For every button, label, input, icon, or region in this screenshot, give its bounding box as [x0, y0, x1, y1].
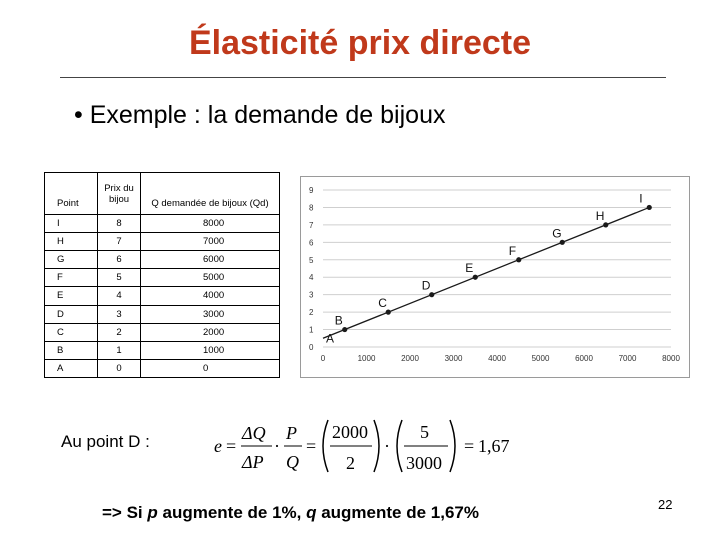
cell-quantity: 1000: [141, 341, 280, 359]
cell-price: 0: [98, 359, 141, 377]
cell-price: 5: [98, 269, 141, 287]
elasticity-formula: [212, 416, 532, 476]
x-tick-label: 2000: [401, 354, 419, 363]
formula-numerator-1: 2000: [332, 422, 368, 442]
formula-e: e: [214, 436, 222, 456]
cell-point: D: [45, 305, 98, 323]
formula-numerator-2: 5: [420, 422, 429, 442]
demand-table: [44, 172, 280, 378]
point-label-d: D: [421, 278, 431, 293]
formula-q: Q: [286, 452, 299, 472]
cell-price: 7: [98, 233, 141, 251]
formula-result: 1,67: [478, 436, 510, 456]
data-point-g: [560, 240, 565, 245]
data-point-c: [386, 310, 391, 315]
table-row: [45, 251, 280, 269]
conclusion-p: p: [147, 503, 158, 522]
table-body: [45, 215, 280, 378]
x-tick-label: 8000: [662, 354, 680, 363]
cell-price: 3: [98, 305, 141, 323]
point-label-g: G: [552, 226, 562, 241]
table-row: [45, 215, 280, 233]
slide-title: Élasticité prix directe: [188, 24, 532, 62]
cell-point: F: [45, 269, 98, 287]
cell-price: 8: [98, 215, 141, 233]
point-label-e: E: [465, 261, 474, 276]
y-tick-label: 1: [309, 325, 314, 335]
cell-quantity: 8000: [141, 215, 280, 233]
formula-dot-2: ·: [384, 436, 390, 456]
formula-equals-3: =: [464, 436, 475, 456]
cell-quantity: 7000: [141, 233, 280, 251]
cell-quantity: 3000: [141, 305, 280, 323]
formula-paren-open-1: [323, 420, 328, 472]
x-tick-label: 6000: [575, 354, 593, 363]
y-tick-label: 5: [309, 255, 314, 265]
cell-quantity: 5000: [141, 269, 280, 287]
title-divider: [60, 77, 666, 78]
table-header-row: [45, 173, 280, 215]
demand-chart-svg: [301, 177, 689, 377]
table-row: [45, 287, 280, 305]
cell-point: A: [45, 359, 98, 377]
formula-paren-close-1: [374, 420, 379, 472]
header-point: Point: [45, 173, 98, 215]
point-label-b: B: [334, 313, 343, 328]
conclusion-suffix: augmente de 1,67%: [316, 503, 479, 522]
formula-p: P: [286, 423, 297, 443]
cell-quantity: 6000: [141, 251, 280, 269]
x-tick-label: 3000: [444, 354, 463, 363]
formula-paren-close-2: [450, 420, 455, 472]
point-label-h: H: [595, 208, 605, 223]
cell-price: 4: [98, 287, 141, 305]
cell-point: I: [45, 215, 98, 233]
formula-delta-p: ΔP: [242, 452, 264, 472]
y-tick-label: 6: [309, 238, 314, 248]
cell-quantity: 2000: [141, 323, 280, 341]
cell-price: 1: [98, 341, 141, 359]
cell-point: E: [45, 287, 98, 305]
point-label-i: I: [639, 191, 643, 206]
formula-equals-1: =: [226, 436, 237, 456]
cell-quantity: 4000: [141, 287, 280, 305]
point-d-label: Au point D :: [61, 432, 150, 451]
data-point-e: [473, 275, 478, 280]
data-point-i: [647, 205, 652, 210]
cell-quantity: 0: [141, 359, 280, 377]
table-row: [45, 341, 280, 359]
data-point-d: [429, 292, 434, 297]
cell-point: H: [45, 233, 98, 251]
cell-point: C: [45, 323, 98, 341]
table-row: [45, 305, 280, 323]
y-tick-label: 3: [309, 290, 314, 300]
formula-denominator-1: 2: [346, 453, 355, 473]
table-row: [45, 233, 280, 251]
conclusion-text: [102, 503, 479, 523]
point-label-a: A: [326, 331, 335, 346]
page-number: 22: [658, 497, 673, 512]
cell-point: G: [45, 251, 98, 269]
y-tick-label: 0: [309, 343, 314, 352]
conclusion-q: q: [306, 503, 317, 522]
data-point-b: [342, 327, 347, 332]
y-tick-label: 2: [309, 308, 314, 318]
demand-line: [323, 207, 649, 338]
data-point-f: [516, 257, 521, 262]
x-tick-label: 5000: [531, 354, 550, 363]
x-tick-label: 7000: [618, 354, 637, 363]
demand-chart: [300, 176, 690, 378]
table-row: [45, 359, 280, 377]
table-row: [45, 269, 280, 287]
point-label-c: C: [378, 296, 387, 311]
formula-denominator-2: 3000: [406, 453, 442, 473]
x-tick-label: 4000: [488, 354, 506, 363]
x-tick-label: 1000: [357, 354, 376, 363]
y-tick-label: 4: [309, 273, 314, 283]
formula-delta-q: ΔQ: [242, 423, 266, 443]
header-price: Prix du bijou: [98, 173, 141, 215]
formula-paren-open-2: [397, 420, 402, 472]
cell-price: 2: [98, 323, 141, 341]
conclusion-prefix: => Si: [102, 503, 148, 522]
y-tick-label: 8: [309, 203, 314, 213]
formula-equals-2: =: [306, 436, 317, 456]
formula-dot-1: ·: [274, 436, 280, 456]
y-tick-label: 7: [309, 220, 314, 230]
data-point-h: [603, 222, 608, 227]
x-tick-label: 0: [320, 354, 326, 363]
cell-price: 6: [98, 251, 141, 269]
cell-point: B: [45, 341, 98, 359]
example-bullet: • Exemple : la demande de bijoux: [74, 101, 446, 129]
y-tick-label: 9: [309, 186, 314, 195]
table-row: [45, 323, 280, 341]
point-label-f: F: [508, 243, 517, 258]
header-quantity: Q demandée de bijoux (Qd): [141, 173, 280, 215]
conclusion-mid: augmente de 1%,: [157, 503, 307, 522]
